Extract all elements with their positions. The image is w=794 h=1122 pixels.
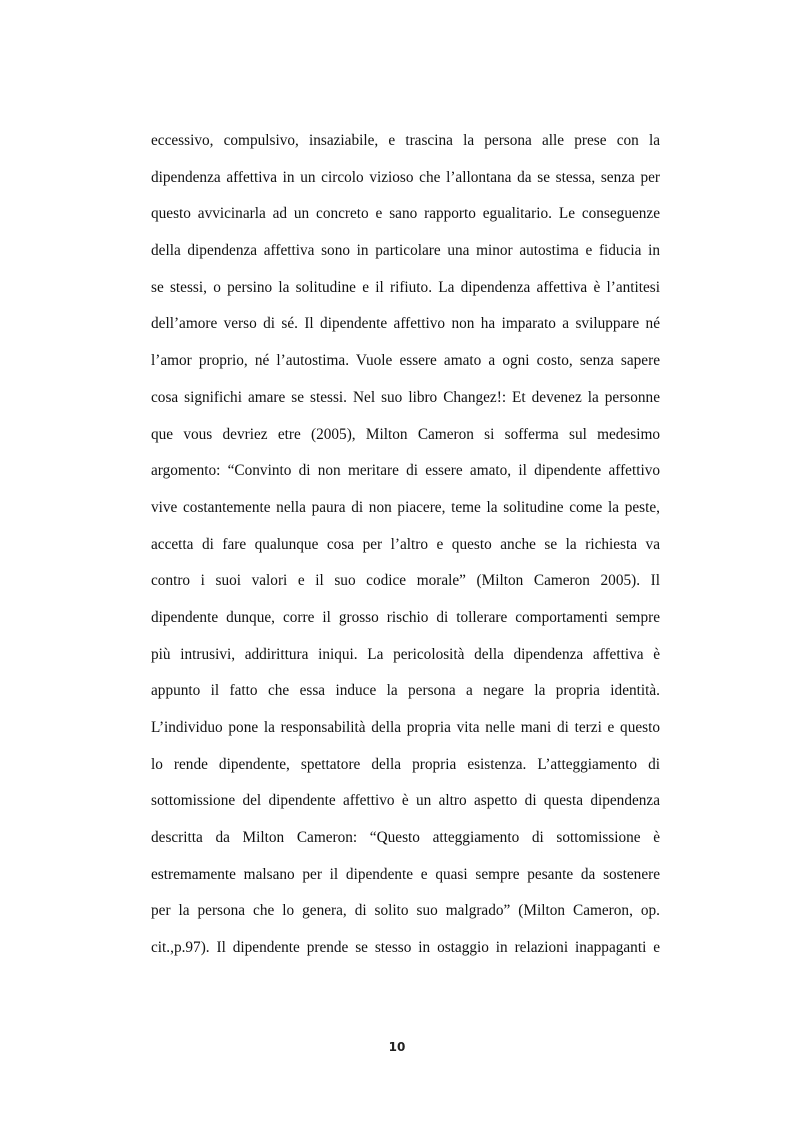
text-line: appunto il fatto che essa induce la persona a negare la propria identità.	[151, 682, 660, 700]
text-line: vive costantemente nella paura di non piacere, teme la solitudine come la peste,	[151, 498, 660, 516]
text-line: que vous devriez etre (2005), Milton Cameron si sofferma sul medesimo	[151, 425, 660, 443]
text-line: questo avvicinarla ad un concreto e sano rapporto egualitario. Le conseguenze	[151, 205, 660, 223]
page-number: 10	[388, 1040, 406, 1054]
text-line: l’amor proprio, né l’autostima. Vuole essere amato a ogni costo, senza sapere	[151, 352, 660, 370]
text-line: cosa significhi amare se stessi. Nel suo libro Changez!: Et devenez la personne	[151, 388, 660, 406]
text-line: accetta di fare qualunque cosa per l’altro e questo anche se la richiesta va	[151, 535, 660, 553]
text-line: eccessivo, compulsivo, insaziabile, e trascina la persona alle prese con la	[151, 132, 660, 149]
text-line: della dipendenza affettiva sono in particolare una minor autostima e fiducia in	[151, 242, 660, 260]
body-text	[151, 128, 660, 972]
text-line: contro i suoi valori e il suo codice morale” (Milton Cameron 2005). Il	[151, 572, 660, 590]
text-line: cit.,p.97). Il dipendente prende se stesso in ostaggio in relazioni inappaganti e	[151, 939, 660, 957]
text-line: per la persona che lo genera, di solito suo malgrado” (Milton Cameron, op.	[151, 902, 660, 920]
text-line: dell’amore verso di sé. Il dipendente affettivo non ha imparato a sviluppare né	[151, 315, 660, 333]
text-line: sottomissione del dipendente affettivo è un altro aspetto di questa dipendenza	[151, 792, 660, 810]
text-line: argomento: “Convinto di non meritare di essere amato, il dipendente affettivo	[151, 462, 660, 480]
text-line: descritta da Milton Cameron: “Questo atteggiamento di sottomissione è	[151, 829, 660, 847]
text-line: dipendente dunque, corre il grosso rischio di tollerare comportamenti sempre	[151, 608, 660, 626]
text-line: lo rende dipendente, spettatore della propria esistenza. L’atteggiamento di	[151, 755, 660, 773]
text-line: estremamente malsano per il dipendente e quasi sempre pesante da sostenere	[151, 865, 660, 883]
text-line: L’individuo pone la responsabilità della propria vita nelle mani di terzi e questo	[151, 719, 660, 736]
text-line: dipendenza affettiva in un circolo vizioso che l’allontana da se stessa, senza per	[151, 168, 660, 186]
text-line: se stessi, o persino la solitudine e il rifiuto. La dipendenza affettiva è l’antitesi	[151, 278, 660, 296]
text-line: più intrusivi, addirittura iniqui. La pericolosità della dipendenza affettiva è	[151, 645, 660, 663]
